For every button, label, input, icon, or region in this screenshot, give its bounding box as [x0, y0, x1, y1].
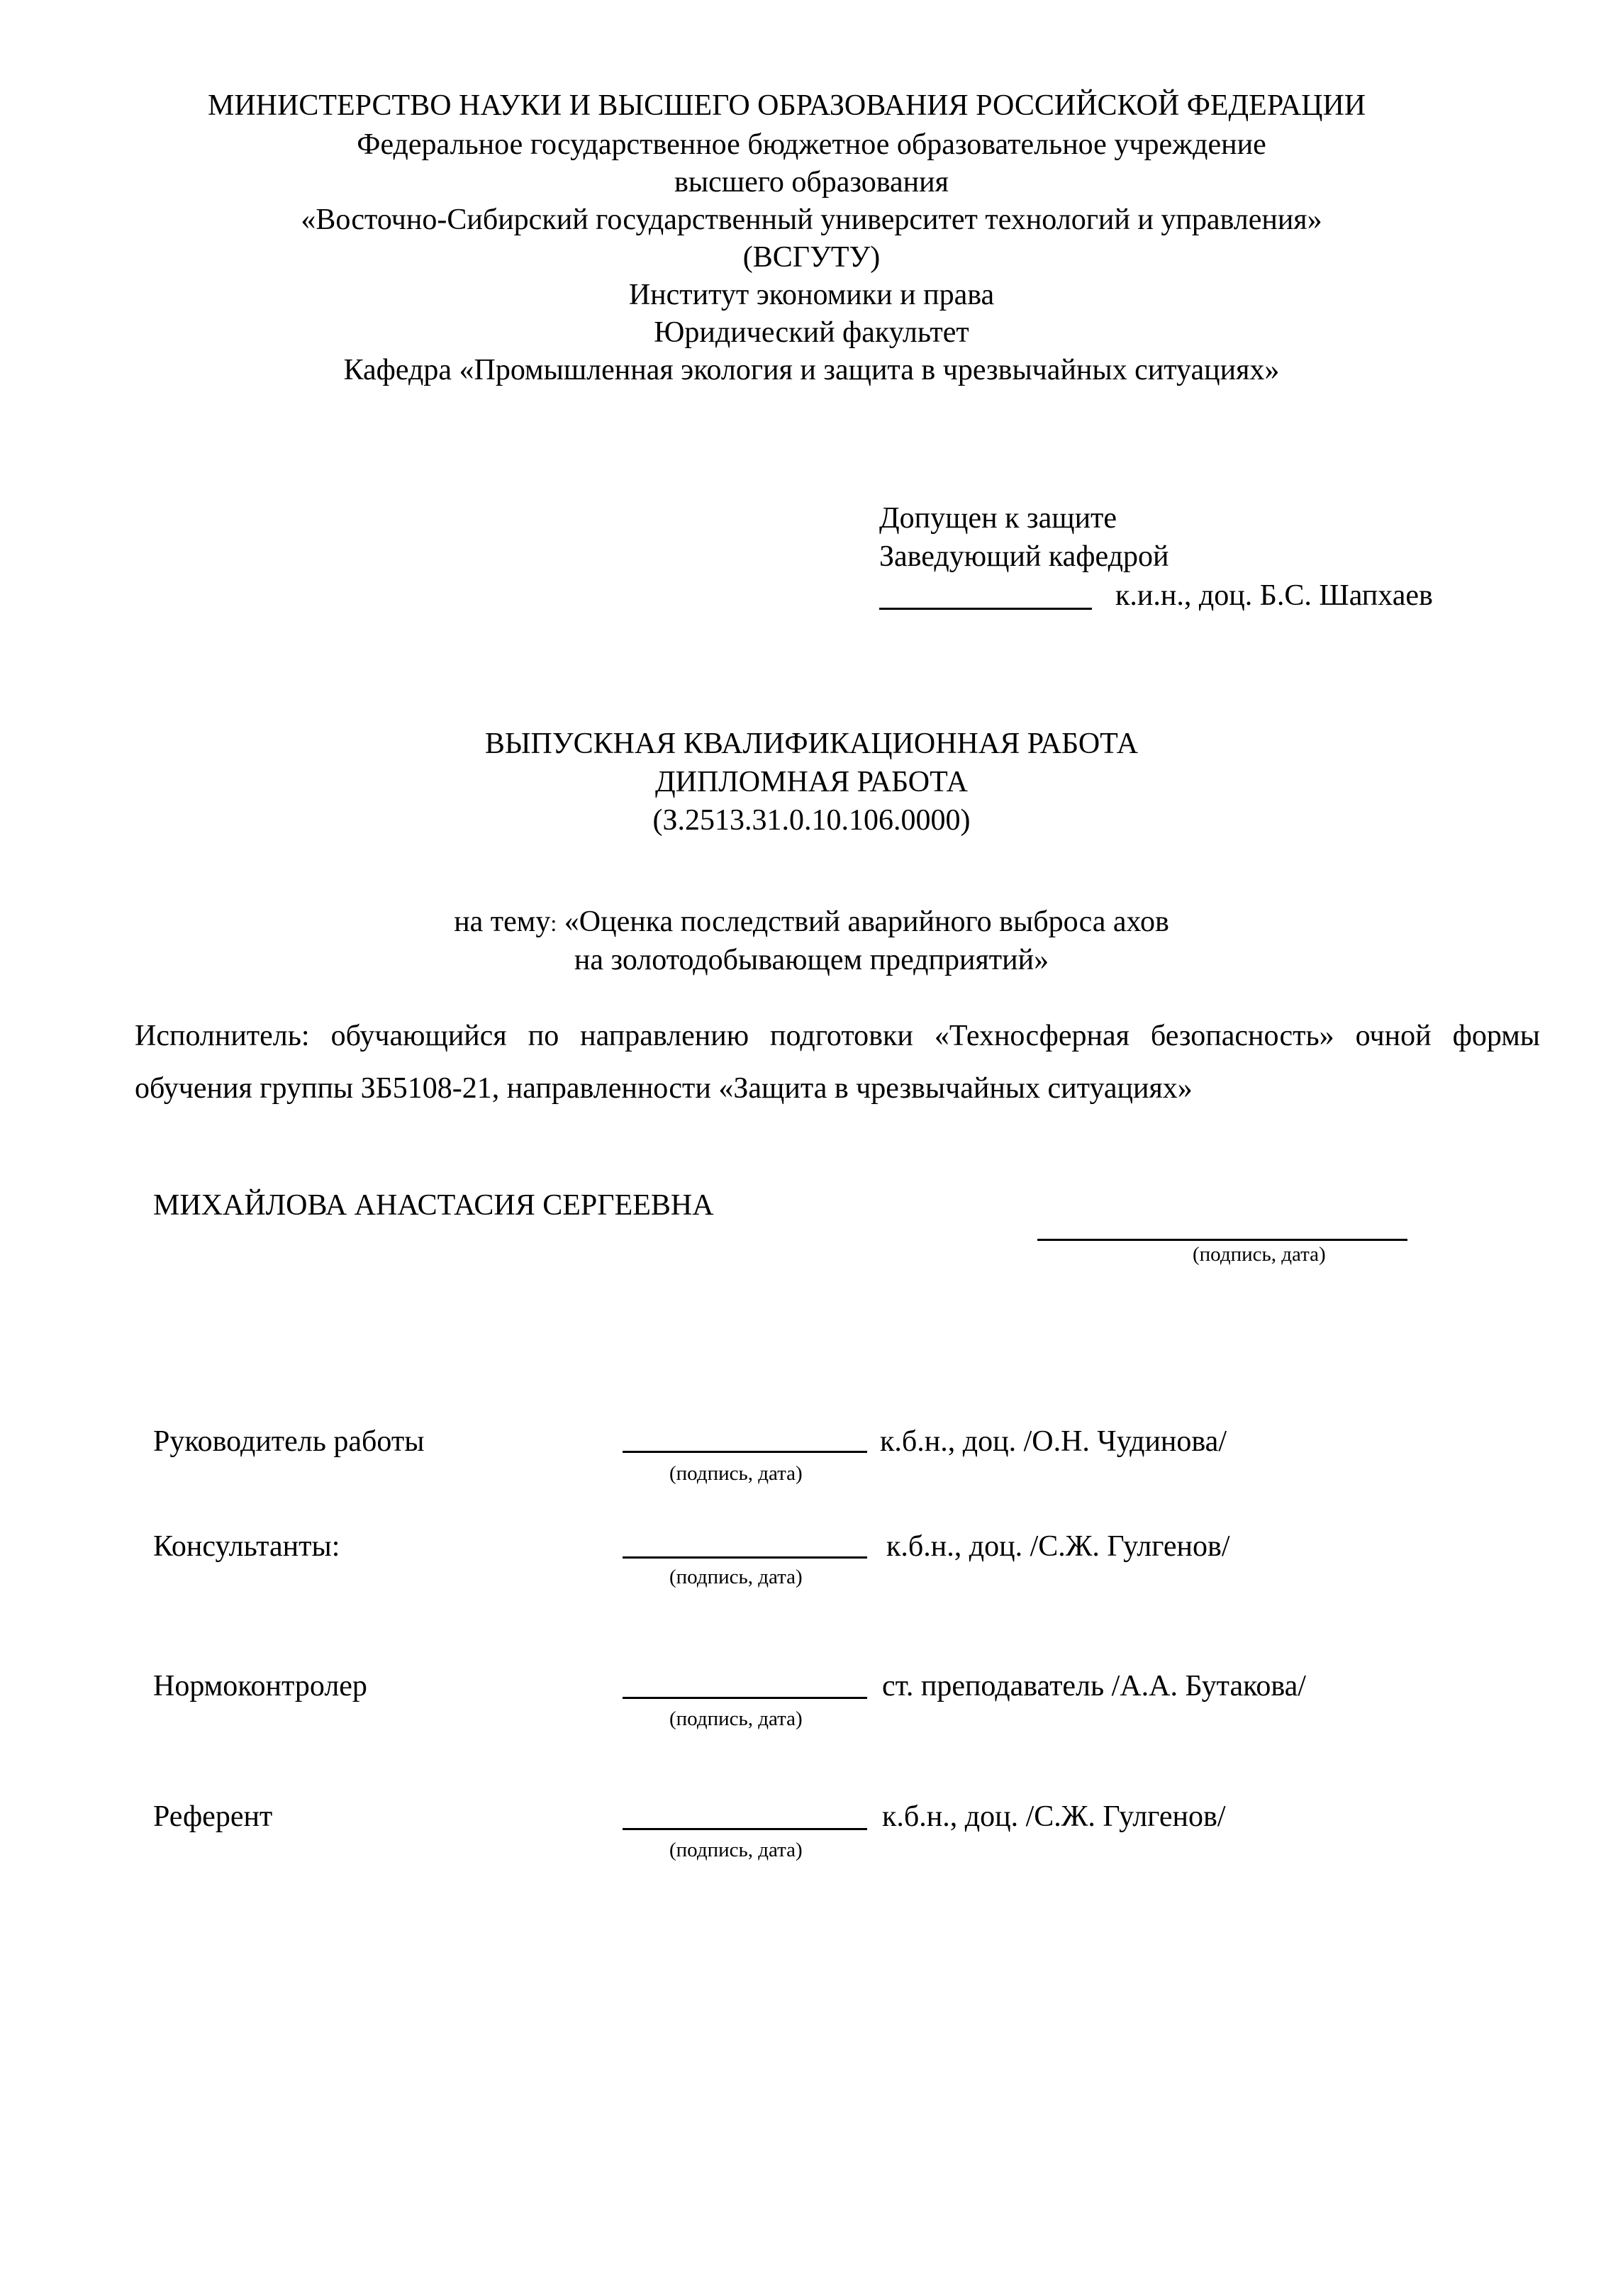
work-type-title: ВЫПУСКНАЯ КВАЛИФИКАЦИОННАЯ РАБОТА: [484, 728, 1139, 760]
signature-line: [623, 1828, 867, 1830]
signatory-person: к.б.н., доц. /С.Ж. Гулгенов/: [886, 1530, 1230, 1563]
admitted-label: Допущен к защите: [879, 502, 1117, 535]
performer-description: Исполнитель: обучающийся по направлению подготовки «Техносферная безопасность» очной формы обучения группы ЗБ5108-21, направленности «Защита в чрезвычайных ситуациях»: [135, 1020, 1540, 1105]
signatory-role: Руководитель работы: [153, 1425, 425, 1458]
signature-line: [623, 1556, 867, 1559]
signature-caption: (подпись, дата): [669, 1566, 803, 1588]
signatory-person: к.б.н., доц. /О.Н. Чудинова/: [880, 1425, 1227, 1458]
ministry-line: МИНИСТЕРСТВО НАУКИ И ВЫСШЕГО ОБРАЗОВАНИЯ РОССИЙСКОЙ ФЕДЕРАЦИИ: [208, 89, 1366, 122]
signatory-person: к.б.н., доц. /С.Ж. Гулгенов/: [882, 1800, 1226, 1833]
signatory-role: Консультанты:: [153, 1530, 340, 1563]
topic-title-part-1: «Оценка последствий аварийного выброса ахов: [557, 905, 1169, 938]
topic-line-1: [0, 907, 1623, 937]
work-subtype-title: ДИПЛОМНАЯ РАБОТА: [654, 766, 969, 798]
head-title-label: Заведующий кафедрой: [879, 540, 1169, 573]
signatory-person: ст. преподаватель /А.А. Бутакова/: [882, 1670, 1306, 1703]
performer-name: МИХАЙЛОВА АНАСТАСИЯ СЕРГЕЕВНА: [153, 1189, 714, 1222]
work-code: (З.2513.31.0.10.106.0000): [652, 804, 971, 837]
topic-colon: :: [550, 910, 557, 936]
education-level-line: высшего образования: [674, 166, 949, 199]
faculty-line: Юридический факультет: [654, 316, 969, 349]
performer-signature-caption: (подпись, дата): [1193, 1243, 1326, 1266]
signatory-role: Нормоконтролер: [153, 1670, 367, 1703]
head-name: к.и.н., доц. Б.С. Шапхаев: [1115, 579, 1433, 612]
signature-line: [623, 1451, 867, 1453]
topic-prefix: на тему: [454, 905, 551, 938]
institution-type-line: Федеральное государственное бюджетное образовательное учреждение: [357, 128, 1266, 161]
university-abbreviation: (ВСГУТУ): [742, 241, 881, 274]
signatory-role: Референт: [153, 1800, 273, 1833]
signature-line: [623, 1697, 867, 1699]
head-signature-line: [879, 608, 1092, 610]
signature-caption: (подпись, дата): [669, 1839, 803, 1861]
signature-caption: (подпись, дата): [669, 1462, 803, 1485]
signature-caption: (подпись, дата): [669, 1707, 803, 1730]
topic-line-2: на золотодобывающем предприятий»: [574, 944, 1049, 976]
institute-line: Институт экономики и права: [628, 279, 995, 311]
department-line: Кафедра «Промышленная экология и защита в чрезвычайных ситуациях»: [343, 354, 1280, 386]
performer-signature-line: [1037, 1239, 1407, 1241]
university-line: «Восточно-Сибирский государственный университет технологий и управления»: [301, 204, 1322, 236]
